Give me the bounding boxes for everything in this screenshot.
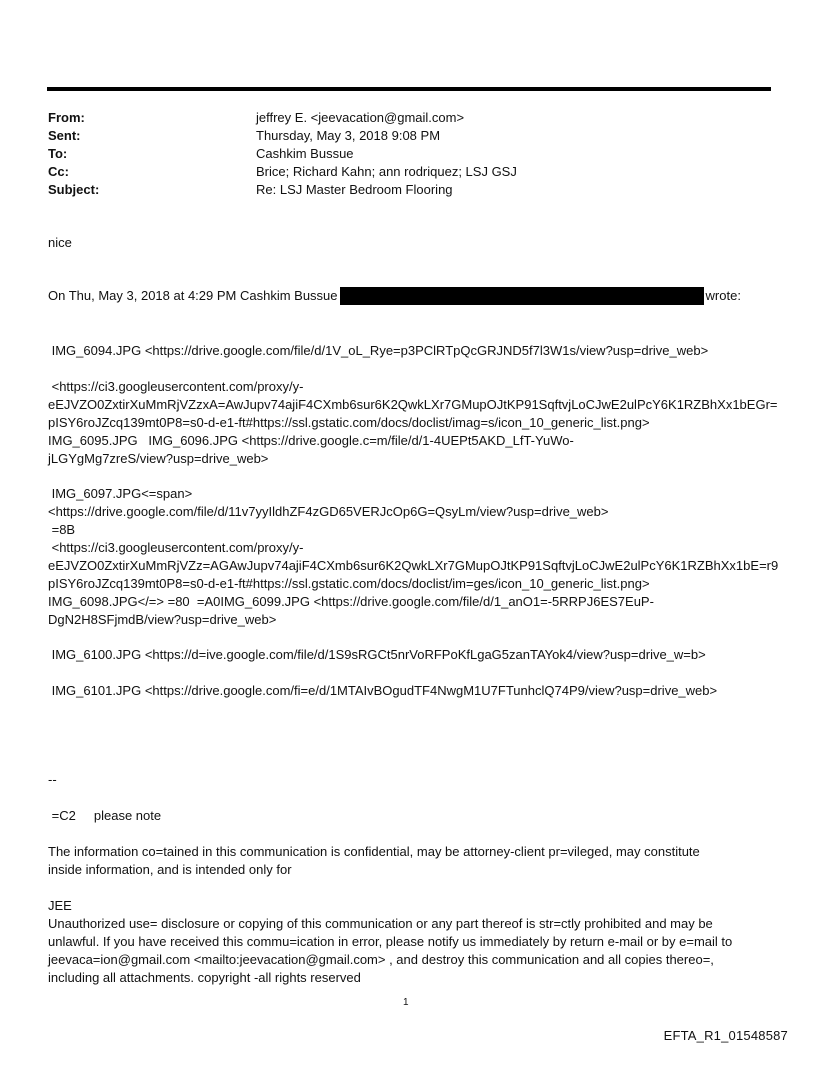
quote-intro xyxy=(48,287,741,305)
attachment-line-6101 xyxy=(48,682,717,700)
signature-dash: -- xyxy=(48,772,57,787)
confidentiality-notice xyxy=(48,843,700,879)
email-header xyxy=(48,109,517,199)
text-line: IMG_6095.JPG IMG_6096.JPG <https://drive.google.c=m/file/d/1-4UEPt5AKD_LfT-YuWo- xyxy=(48,433,574,448)
from-value: jeffrey E. <jeevacation@gmail.com> xyxy=(256,110,465,125)
text-line: Unauthorized use= disclosure or copying of this communication or any part thereof is str=ctly prohibited and may be xyxy=(48,916,713,931)
please-note: =C2 please note xyxy=(48,808,162,823)
unauthorized-use-notice xyxy=(48,915,732,987)
subject-value: Re: LSJ Master Bedroom Flooring xyxy=(256,182,453,197)
attachment-text: IMG_6094.JPG <https://drive.google.com/file/d/1V_oL_Rye=p3PClRTpQcGRJND5f7l3W1s/view?usp=drive_web> xyxy=(48,343,709,358)
text-line: IMG_6098.JPG</=> =80 =A0IMG_6099.JPG <https://drive.google.com/file/d/1_anO1=-5RRPJ6ES7EuP- xyxy=(48,594,654,609)
quote-intro-suffix: wrote: xyxy=(705,288,741,303)
text-line: pISY6roJZcq139mt0P8=s0-d-e1-ft#https://ssl.gstatic.com/docs/doclist/im=ges/icon_10_generic_list.png> xyxy=(48,576,650,591)
page-number: 1 xyxy=(403,997,409,1008)
attachment-line-6094 xyxy=(48,342,708,360)
text-line: The information co=tained in this communication is confidential, may be attorney-client pr=vileged, may constitute xyxy=(48,844,700,859)
cc-value: Brice; Richard Kahn; ann rodriquez; LSJ GSJ xyxy=(256,164,517,179)
attachment-text: IMG_6101.JPG <https://drive.google.com/fi=e/d/1MTAIvBOgudTF4NwgM1U7FTunhclQ74P9/view?usp=drive_web> xyxy=(48,683,718,698)
text-line: including all attachments. copyright -all rights reserved xyxy=(48,970,361,985)
attachment-text: IMG_6100.JPG <https://d=ive.google.com/file/d/1S9sRGCt5nrVoRFPoKfLgaG5zanTAYok4/view?usp=drive_w=b> xyxy=(48,647,706,662)
attachment-block-6095 xyxy=(48,378,778,468)
sent-label: Sent: xyxy=(48,128,81,143)
to-value: Cashkim Bussue xyxy=(256,146,354,161)
reply-text: nice xyxy=(48,235,72,250)
text-line: eEJVZO0ZxtirXuMmRjVZzxA=AwJupv74ajiF4CXmb6sur6K2QwkLXr7GMupOJtKP91SqftvjLoCJwE2ulPcY6K1RZBhXx1bEGr= xyxy=(48,397,778,412)
from-label: From: xyxy=(48,110,85,125)
quote-intro-prefix: On Thu, May 3, 2018 at 4:29 PM Cashkim Bussue xyxy=(48,288,338,303)
jee-text: JEE xyxy=(48,898,72,913)
text-line: <https://ci3.googleusercontent.com/proxy/y- xyxy=(48,379,304,394)
text-line: pISY6roJZcq139mt0P8=s0-d-e1-ft#https://ssl.gstatic.com/docs/doclist/imag=s/icon_10_generic_list.png> xyxy=(48,415,650,430)
document-id: EFTA_R1_01548587 xyxy=(663,1028,788,1043)
text-line: <https://drive.google.com/file/d/11v7yyIldhZF4zGD65VERJcOp6G=QsyLm/view?usp=drive_web> xyxy=(48,504,609,519)
text-line: unlawful. If you have received this commu=ication in error, please notify us immediately by return e-mail or by e=mail to xyxy=(48,934,733,949)
attachment-line-6100 xyxy=(48,646,706,664)
text-line: <https://ci3.googleusercontent.com/proxy/y- xyxy=(48,540,304,555)
text-line: jLGYgMg7zreS/view?usp=drive_web> xyxy=(48,451,269,466)
text-line: eEJVZO0ZxtirXuMmRjVZz=AGAwJupv74ajiF4CXmb6sur6K2QwkLXr7GMupOJtKP91SqftvjLoCJwE2ulPcY6K1RZBhXx1bE=r9 xyxy=(48,558,779,573)
subject-label: Subject: xyxy=(48,182,100,197)
text-line: =8B xyxy=(48,522,76,537)
redaction-bar xyxy=(340,287,704,305)
attachment-block-6097 xyxy=(48,485,778,629)
text-line: DgN2H8SFjmdB/view?usp=drive_web> xyxy=(48,612,277,627)
sent-value: Thursday, May 3, 2018 9:08 PM xyxy=(256,128,441,143)
text-line: inside information, and is intended only for xyxy=(48,862,292,877)
cc-label: Cc: xyxy=(48,164,69,179)
to-label: To: xyxy=(48,146,68,161)
text-line: IMG_6097.JPG<=span> xyxy=(48,486,193,501)
header-divider xyxy=(47,87,771,91)
text-line: jeevaca=ion@gmail.com <mailto:jeevacation@gmail.com> , and destroy this communication and all copies thereo=, xyxy=(48,952,714,967)
